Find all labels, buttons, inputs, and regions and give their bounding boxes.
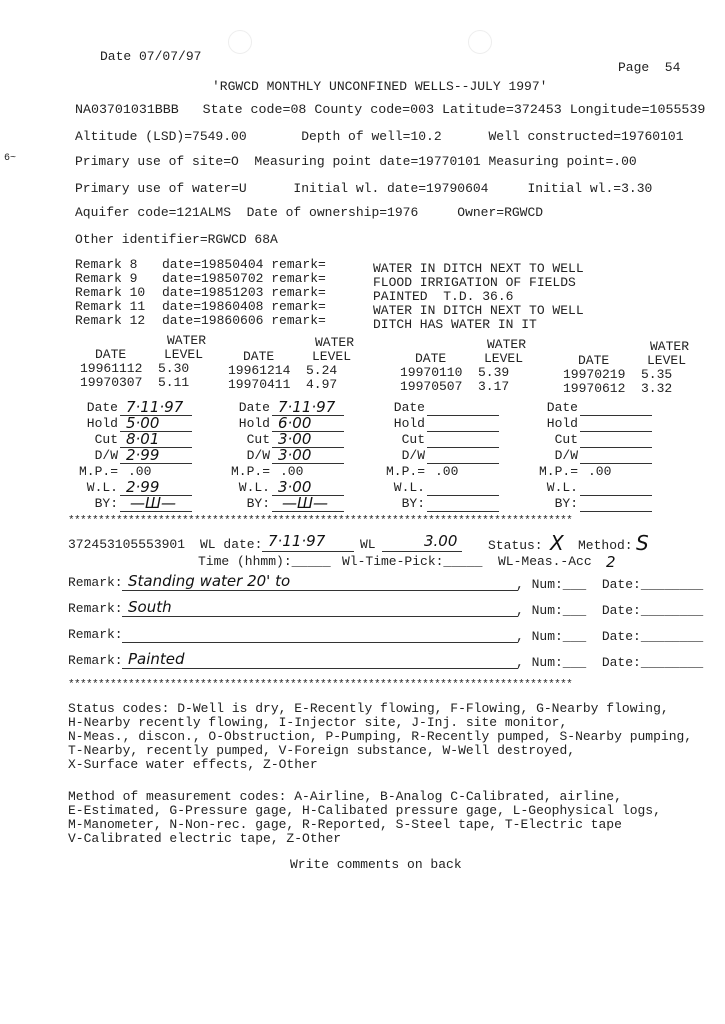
reading-level: 5.30 — [158, 361, 190, 376]
form-label: Hold — [86, 416, 118, 431]
form-row-dw — [538, 448, 688, 464]
reading-date: 19970219 — [563, 367, 626, 382]
site-line: Aquifer code=121ALMS Date of ownership=1976 Owner=RGWCD — [75, 205, 544, 220]
method-code-line: V-Calibrated electric tape, Z-Other — [68, 831, 342, 846]
status-label: Status: — [488, 538, 543, 553]
remark-input[interactable]: Standing water 20' to — [128, 572, 291, 590]
form-label: BY: — [554, 496, 578, 511]
reading-date: 19970612 — [563, 381, 626, 396]
mp-value: .00 — [280, 464, 304, 479]
mp-value: .00 — [435, 464, 459, 479]
reading-date: 19970110 — [400, 365, 463, 380]
num-date-fields[interactable]: , Num:___ Date:________ — [516, 577, 704, 592]
method-code-line: Method of measurement codes: A-Airline, B-Analog C-Calibrated, airline, — [68, 789, 622, 804]
form-label: BY: — [94, 496, 118, 511]
remark-label: Remark: — [68, 627, 123, 642]
remark-date: date=19850702 remark= — [162, 271, 326, 286]
remark-label: Remark 11 — [75, 299, 146, 314]
num-date-fields[interactable]: , Num:___ Date:________ — [516, 603, 704, 618]
remark-input[interactable]: Painted — [128, 650, 185, 668]
mp-value: .00 — [588, 464, 612, 479]
form-label: BY: — [246, 496, 270, 511]
form-row-cut — [538, 432, 688, 448]
num-date-fields[interactable]: , Num:___ Date:________ — [516, 629, 704, 644]
punch-hole — [228, 30, 252, 54]
form-row-wl — [538, 480, 688, 496]
site-line: Other identifier=RGWCD 68A — [75, 232, 278, 247]
separator: ************************************************************************************ — [68, 515, 573, 527]
reading-level: 4.97 — [306, 377, 338, 392]
water-header: WATER — [487, 337, 527, 352]
form-row-dw — [385, 448, 535, 464]
site-id: 372453105553901 — [68, 537, 186, 552]
remark-label: Remark: — [68, 575, 123, 590]
form-label: M.P.= — [385, 464, 425, 479]
form-label: W.L. — [86, 480, 118, 495]
field-measurement-form — [538, 400, 688, 512]
level-header: LEVEL — [647, 353, 687, 368]
time-label: Time (hhmm):_____ — [198, 554, 331, 569]
form-label: Hold — [546, 416, 578, 431]
site-line: Altitude (LSD)=7549.00 Depth of well=10.2 Well constructed=19760101 — [75, 129, 684, 144]
form-label: BY: — [401, 496, 425, 511]
underline — [580, 511, 652, 512]
reading-date: 19970507 — [400, 379, 463, 394]
underline — [122, 590, 518, 591]
date-header: DATE — [95, 347, 127, 362]
method-label: Method: — [578, 538, 633, 553]
water-header: WATER — [650, 339, 690, 354]
underline — [122, 642, 518, 643]
remark-text: FLOOD IRRIGATION OF FIELDS — [373, 275, 576, 290]
form-row-hold — [385, 416, 535, 432]
form-value-wl[interactable]: 2·99 — [126, 478, 160, 496]
form-row-by — [230, 496, 380, 512]
date-header: DATE — [415, 351, 447, 366]
form-row-cut — [385, 432, 535, 448]
water-level-group — [80, 334, 220, 390]
reading-level: 3.32 — [641, 381, 673, 396]
site-line: Primary use of site=O Measuring point date=19770101 Measuring point=.00 — [75, 154, 637, 169]
form-label: Date — [393, 400, 425, 415]
remark-label: Remark 8 — [75, 257, 138, 272]
margin-mark: 6~ — [4, 153, 17, 164]
form-label: Hold — [238, 416, 270, 431]
form-row-date — [538, 400, 688, 416]
form-row-dw — [78, 448, 228, 464]
remark-text: DITCH HAS WATER IN IT — [373, 317, 537, 332]
initials-signature: —Ш— — [282, 494, 329, 512]
form-row-mp — [385, 464, 535, 480]
form-value-dw[interactable]: 3·00 — [278, 446, 312, 464]
form-label: Cut — [246, 432, 270, 447]
wl-value[interactable]: 3.00 — [424, 532, 458, 550]
field-measurement-form — [78, 400, 228, 512]
reading-level: 5.24 — [306, 363, 338, 378]
remark-text: PAINTED T.D. 36.6 — [373, 289, 514, 304]
underline — [122, 668, 518, 669]
status-value[interactable]: X — [550, 531, 564, 555]
num-date-fields[interactable]: , Num:___ Date:________ — [516, 655, 704, 670]
form-label: M.P.= — [230, 464, 270, 479]
reading-level: 3.17 — [478, 379, 510, 394]
remark-text: WATER IN DITCH NEXT TO WELL — [373, 303, 584, 318]
form-row-wl — [385, 480, 535, 496]
wl-time-pick-label: Wl-Time-Pick:_____ — [342, 554, 483, 569]
form-value-wl[interactable]: 3·00 — [278, 478, 312, 496]
form-label: Cut — [94, 432, 118, 447]
form-row-hold — [538, 416, 688, 432]
underline — [427, 511, 499, 512]
initials-signature: —Ш— — [130, 494, 177, 512]
wl-meas-acc-value[interactable]: 2 — [606, 553, 616, 571]
form-value-date[interactable]: 7·11·97 — [126, 398, 184, 416]
reading-date: 19970307 — [80, 375, 143, 390]
report-title: 'RGWCD MONTHLY UNCONFINED WELLS--JULY 1997' — [212, 79, 548, 94]
remark-label: Remark 12 — [75, 313, 146, 328]
status-code-line: T-Nearby, recently pumped, V-Foreign substance, W-Well destroyed, — [68, 743, 576, 758]
form-label: Cut — [401, 432, 425, 447]
status-code-line: Status codes: D-Well is dry, E-Recently flowing, F-Flowing, G-Nearby flowing, — [68, 701, 669, 716]
remark-date: date=19860606 remark= — [162, 313, 326, 328]
separator: ************************************************************************************ — [68, 679, 573, 691]
form-label: D/W — [401, 448, 425, 463]
method-value[interactable]: S — [636, 531, 649, 555]
water-header: WATER — [167, 333, 207, 348]
water-header: WATER — [315, 335, 355, 350]
site-line: NA03701031BBB State code=08 County code=003 Latitude=372453 Longitude=1055539 — [75, 102, 706, 117]
remark-label: Remark: — [68, 601, 123, 616]
water-level-group — [563, 340, 703, 396]
form-value-cut[interactable]: 3·00 — [278, 430, 312, 448]
date-header: DATE — [243, 349, 275, 364]
wl-date-value[interactable]: 7·11·97 — [268, 532, 326, 550]
water-level-group — [228, 336, 368, 392]
form-value-date[interactable]: 7·11·97 — [278, 398, 336, 416]
form-row-by — [385, 496, 535, 512]
form-label: W.L. — [238, 480, 270, 495]
field-measurement-form — [385, 400, 535, 512]
mp-value: .00 — [128, 464, 152, 479]
water-level-group — [400, 338, 540, 394]
form-label: M.P.= — [78, 464, 118, 479]
remark-text: WATER IN DITCH NEXT TO WELL — [373, 261, 584, 276]
reading-level: 5.11 — [158, 375, 190, 390]
form-label: M.P.= — [538, 464, 578, 479]
wl-date-label: WL date: — [200, 537, 263, 552]
form-label: D/W — [94, 448, 118, 463]
level-header: LEVEL — [484, 351, 524, 366]
form-value-hold[interactable]: 5·00 — [126, 414, 160, 432]
page-number: Page 54 — [618, 60, 681, 75]
form-label: Date — [238, 400, 270, 415]
remark-input[interactable]: South — [128, 598, 172, 616]
remark-label: Remark 9 — [75, 271, 138, 286]
report-date: Date 07/07/97 — [100, 49, 202, 64]
form-row-date — [385, 400, 535, 416]
form-row-by — [78, 496, 228, 512]
footer-note: Write comments on back — [290, 857, 462, 872]
reading-date: 19970411 — [228, 377, 291, 392]
level-header: LEVEL — [312, 349, 352, 364]
form-label: D/W — [554, 448, 578, 463]
form-row-dw — [230, 448, 380, 464]
status-code-line: X-Surface water effects, Z-Other — [68, 757, 318, 772]
reading-date: 19961112 — [80, 361, 143, 376]
form-label: W.L. — [393, 480, 425, 495]
level-header: LEVEL — [164, 347, 204, 362]
wl-meas-acc-label: WL-Meas.-Acc — [498, 554, 592, 569]
reading-level: 5.35 — [641, 367, 673, 382]
form-row-mp — [538, 464, 688, 480]
date-header: DATE — [578, 353, 610, 368]
method-code-line: E-Estimated, G-Pressure gage, H-Calibated pressure gage, L-Geophysical logs, — [68, 803, 661, 818]
form-label: Cut — [554, 432, 578, 447]
status-code-line: N-Meas., discon., O-Obstruction, P-Pumping, R-Recently pumped, S-Nearby pumping, — [68, 729, 693, 744]
reading-level: 5.39 — [478, 365, 510, 380]
form-value-dw[interactable]: 2·99 — [126, 446, 160, 464]
form-row-by — [538, 496, 688, 512]
reading-date: 19961214 — [228, 363, 291, 378]
remark-date: date=19851203 remark= — [162, 285, 326, 300]
remark-label: Remark 10 — [75, 285, 146, 300]
remark-date: date=19860408 remark= — [162, 299, 326, 314]
remark-label: Remark: — [68, 653, 123, 668]
punch-hole — [468, 30, 492, 54]
form-value-cut[interactable]: 8·01 — [126, 430, 160, 448]
site-line: Primary use of water=U Initial wl. date=19790604 Initial wl.=3.30 — [75, 181, 653, 196]
form-label: Hold — [393, 416, 425, 431]
field-measurement-form — [230, 400, 380, 512]
form-label: D/W — [246, 448, 270, 463]
form-label: W.L. — [546, 480, 578, 495]
form-label: Date — [546, 400, 578, 415]
remark-date: date=19850404 remark= — [162, 257, 326, 272]
status-code-line: H-Nearby recently flowing, I-Injector site, J-Inj. site monitor, — [68, 715, 568, 730]
form-value-hold[interactable]: 6·00 — [278, 414, 312, 432]
form-label: Date — [86, 400, 118, 415]
wl-label: WL — [360, 537, 376, 552]
underline — [122, 616, 518, 617]
method-code-line: M-Manometer, N-Non-rec. gage, R-Reported, S-Steel tape, T-Electric tape — [68, 817, 622, 832]
